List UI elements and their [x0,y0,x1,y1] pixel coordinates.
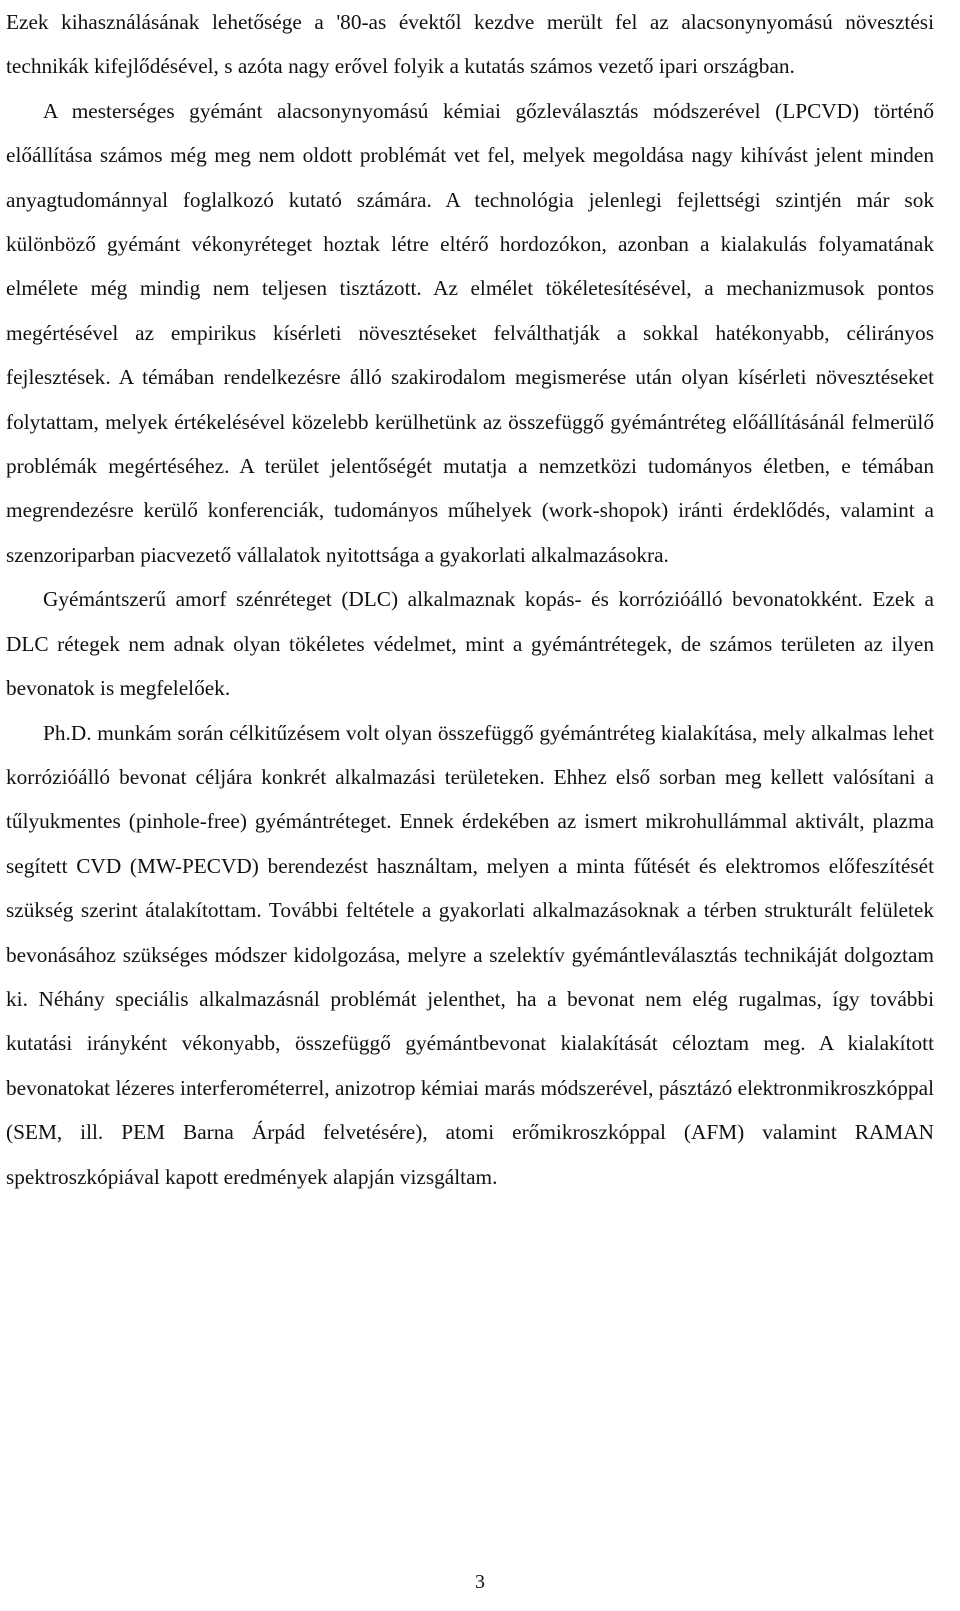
paragraph-3: Gyémántszerű amorf szénréteget (DLC) alkalmaznak kopás- és korrózióálló bevonatokként. Ezek a DLC rétegek nem adnak olyan tökéletes védelmet, mint a gyémántrétegek, de számos területen az ilyen bevonatok is megfelelőek. [6,587,934,701]
body-text [6,0,934,1199]
paragraph-2: A mesterséges gyémánt alacsonynyomású kémiai gőzleválasztás módszerével (LPCVD) történő előállítása számos még meg nem oldott problémát vet fel, melyek megoldása nagy kihívást jelent minden anyagtudománnyal foglalkozó kutató számára. A technológia jelenlegi fejlettségi szintjén már sok különböző gyémánt vékonyréteget hoztak létre eltérő hordozókon, azonban a kialakulás folyamatának elmélete még mindig nem teljesen tisztázott. Az elmélet tökéletesítésével, a mechanizmusok pontos megértésével az empirikus kísérleti növesztéseket felválthatják a sokkal hatékonyabb, célirányos fejlesztések. A témában rendelkezésre álló szakirodalom megismerése után olyan kísérleti növesztéseket folytattam, melyek értékelésével közelebb kerülhetünk az összefüggő gyémántréteg előállításánál felmerülő problémák megértéséhez. A terület jelentőségét mutatja a nemzetközi tudományos életben, e témában megrendezésre kerülő konferenciák, tudományos műhelyek (work-shopok) iránti érdeklődés, valamint a szenzoriparban piacvezető vállalatok nyitottsága a gyakorlati alkalmazásokra. [6,98,934,567]
page-number: 3 [475,1571,485,1593]
paragraph-4: Ph.D. munkám során célkitűzésem volt olyan összefüggő gyémántréteg kialakítása, mely alkalmas lehet korrózióálló bevonat céljára konkrét alkalmazási területeken. Ehhez első sorban meg kellett valósítani a tűlyukmentes (pinhole-free) gyémántréteget. Ennek érdekében az ismert mikrohullámmal aktivált, plazma segített CVD (MW-PECVD) berendezést használtam, melyen a minta fűtését és elektromos előfeszítését szükség szerint átalakítottam. További feltétele a gyakorlati alkalmazásoknak a térben strukturált felületek bevonásához szükséges módszer kidolgozása, melyre a szelektív gyémántleválasztás technikáját dolgoztam ki. Néhány speciális alkalmazásnál problémát jelenthet, ha a bevonat nem elég rugalmas, így további kutatási irányként vékonyabb, összefüggő gyémántbevonat kialakítását céloztam meg. A kialakított bevonatokat lézeres interferométerrel, anizotrop kémiai marás módszerével, pásztázó elektronmikroszkóppal (SEM, ill. PEM Barna Árpád felvetésére), atomi erőmikroszkóppal (AFM) valamint RAMAN spektroszkópiával kapott eredmények alapján vizsgáltam. [6,720,934,1189]
paragraph-1: Ezek kihasználásának lehetősége a '80-as évektől kezdve merült fel az alacsonynyomású növesztési technikák kifejlődésével, s azóta nagy erővel folyik a kutatás számos vezető ipari országban. [6,10,934,79]
